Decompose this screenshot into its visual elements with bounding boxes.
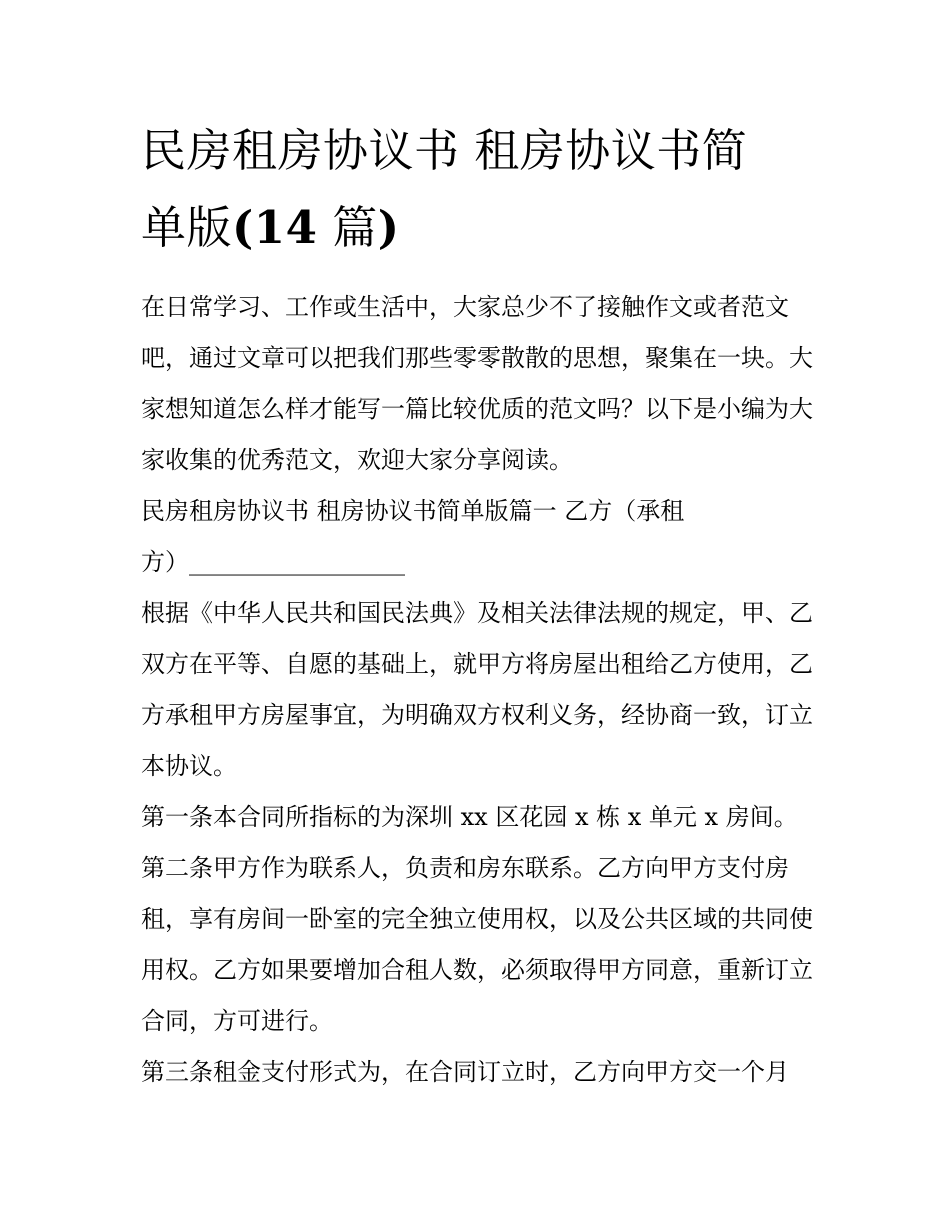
intro-paragraph: 在日常学习、工作或生活中，大家总少不了接触作文或者范文吧，通过文章可以把我们那些零零散散的思想，聚集在一块。大家想知道怎么样才能写一篇比较优质的范文吗？以下是小编为大家收集的优秀范文，欢迎大家分享阅读。 (141, 293, 813, 474)
article-2: 第二条甲方作为联系人，负责和房东联系。乙方向甲方支付房租，享有房间一卧室的完全独立使用权，以及公共区域的共同使用权。乙方如果要增加合租人数，必须取得甲方同意，重新订立合同，方可进行。 (141, 854, 813, 1035)
title-count: (14 (232, 201, 318, 254)
title-close-paren: ) (377, 201, 400, 254)
article-1: 第一条本合同所指标的为深圳 xx 区花园 x 栋 x 单元 x 房间。 (141, 803, 798, 831)
title-count-unit: 篇 (317, 201, 378, 254)
document-content (141, 112, 813, 1098)
tenant-blank-line: 方）__________________ (141, 548, 405, 576)
document-title (141, 112, 813, 266)
agreement-preamble: 根据《中华人民共和国民法典》及相关法律法规的规定，甲、乙双方在平等、自愿的基础上，就甲方将房屋出租给乙方使用，乙方承租甲方房屋事宜，为明确双方权利义务，经协商一致，订立本协议。 (141, 599, 813, 780)
title-line-2-prefix: 单版 (141, 201, 233, 254)
section-heading: 民房租房协议书 租房协议书简单版篇一 乙方（承租 (141, 497, 685, 525)
article-3: 第三条租金支付形式为，在合同订立时，乙方向甲方交一个月 (141, 1058, 789, 1086)
title-line-1: 民房租房协议书 租房协议书简 (141, 124, 748, 177)
